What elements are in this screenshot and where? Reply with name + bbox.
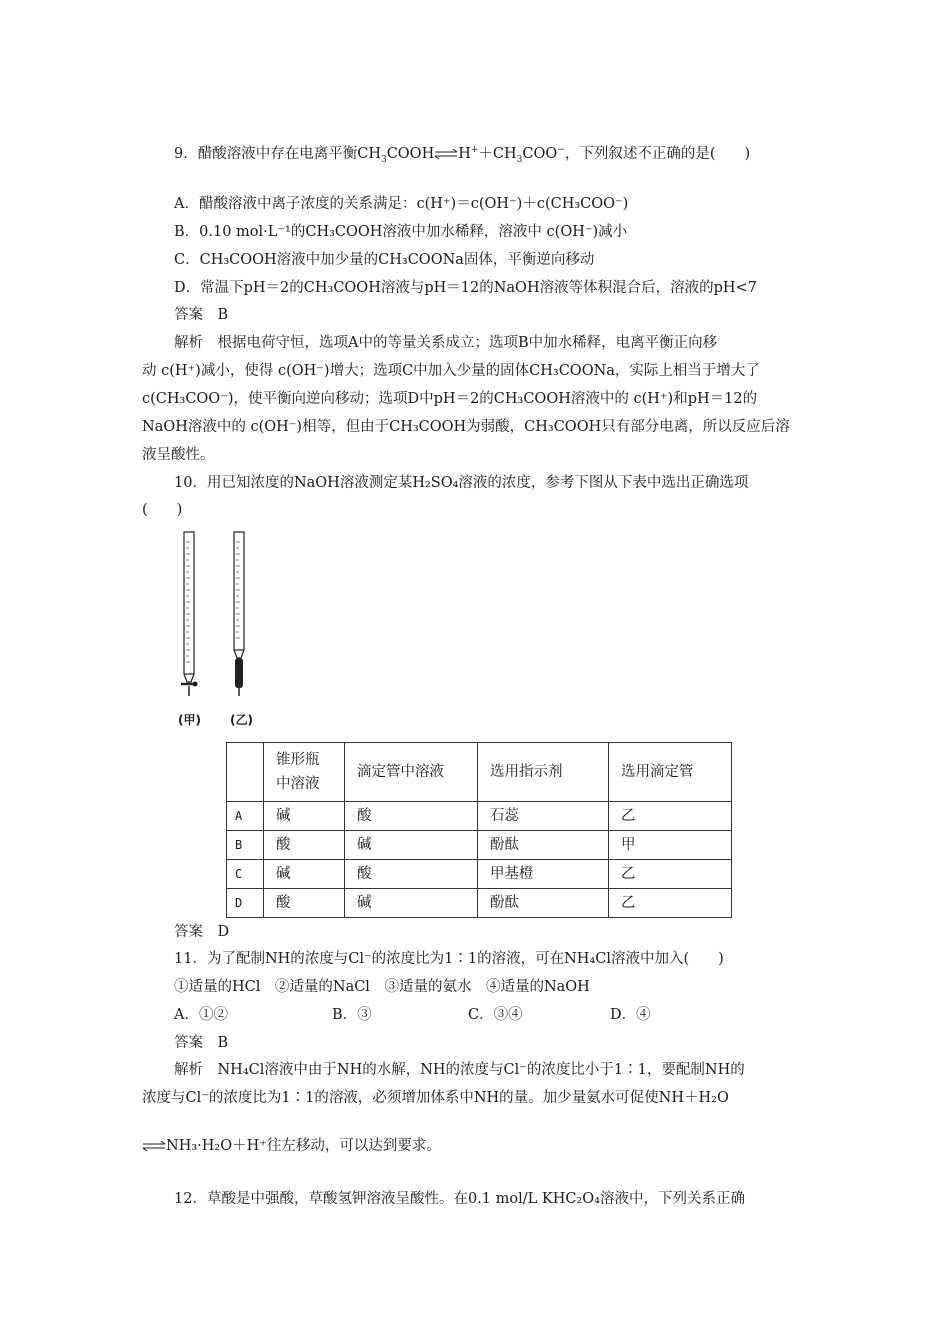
burette-figure	[172, 528, 272, 708]
table-row	[227, 889, 732, 918]
sub-3: 3	[516, 154, 523, 165]
burette-yi-icon	[234, 532, 244, 696]
q9-analysis-line: NaOH溶液中的 c(OH⁻)相等，但由于CH₃COOH为弱酸，CH₃COOH只有部分电离，所以反应后溶	[142, 419, 790, 435]
table-cell: 乙	[609, 889, 732, 918]
table-header-cell: 滴定管中溶液	[345, 743, 478, 802]
table-cell: C	[227, 860, 264, 889]
q11-analysis-text: NH₃·H₂O＋H⁺往左移动，可以达到要求。	[166, 1138, 441, 1154]
q9-answer: 答案 B	[174, 307, 229, 323]
table-cell: 酚酞	[478, 889, 609, 918]
table-cell: B	[227, 831, 264, 860]
q10-stem-paren: ( )	[142, 502, 183, 518]
burette-jia-icon	[181, 532, 198, 696]
q11-analysis-line: 解析 NH₄Cl溶液中由于NH的水解，NH的浓度与Cl⁻的浓度比小于1∶1，要配制NH的	[174, 1062, 745, 1078]
table-cell: D	[227, 889, 264, 918]
table-cell: 碱	[345, 831, 478, 860]
q9-stem	[174, 144, 750, 164]
q11-option-a: A．①②	[174, 1007, 228, 1023]
table-row	[227, 860, 732, 889]
q9-option-b: B．0.10 mol·L⁻¹的CH₃COOH溶液中加水稀释，溶液中 c(OH⁻)减小	[174, 224, 628, 240]
q12-stem: 12．草酸是中强酸，草酸氢钾溶液呈酸性。在0.1 mol/L KHC₂O₄溶液中，下列关系正确	[174, 1191, 745, 1207]
table-row	[227, 802, 732, 831]
table-header-cell: 选用指示剂	[478, 743, 609, 802]
q9-analysis-line: 解析 根据电荷守恒，选项A中的等量关系成立；选项B中加水稀释，电离平衡正向移	[174, 335, 718, 351]
table-cell: 碱	[264, 802, 345, 831]
q11-option-c: C．③④	[468, 1007, 523, 1023]
table-cell: 酸	[264, 831, 345, 860]
table-header-cell: 选用滴定管	[609, 743, 732, 802]
table-cell: 乙	[609, 860, 732, 889]
table-cell: 石蕊	[478, 802, 609, 831]
q11-stem: 11．为了配制NH的浓度与Cl⁻的浓度比为1∶1的溶液，可在NH₄Cl溶液中加入( )	[174, 951, 724, 967]
table-cell: 酚酞	[478, 831, 609, 860]
table-header-cell: 锥形瓶中溶液	[264, 743, 345, 802]
table-cell: 酸	[264, 889, 345, 918]
q9-analysis-line: 动 c(H⁺)减小，使得 c(OH⁻)增大；选项C中加入少量的固体CH₃COONa，实际上相当于增大了	[142, 363, 760, 379]
q11-option-b: B．③	[332, 1007, 372, 1023]
q10-answer: 答案 D	[174, 924, 230, 940]
equilibrium-arrow-icon	[142, 1140, 166, 1152]
q9-stem-part: COO	[522, 146, 558, 162]
table-cell: 甲	[609, 831, 732, 860]
q9-analysis-line: c(CH₃COO⁻)，使平衡向逆向移动；选项D中pH＝2的CH₃COOH溶液中的 c(H⁺)和pH＝12的	[142, 391, 758, 407]
table-row	[227, 831, 732, 860]
q9-stem-part: ，下列叙述不正确的是( )	[564, 146, 751, 162]
table-cell: 甲基橙	[478, 860, 609, 889]
q10-table	[226, 742, 732, 918]
q9-option-c: C．CH₃COOH溶液中加少量的CH₃COONa固体，平衡逆向移动	[174, 252, 595, 268]
table-header-row	[227, 743, 732, 802]
q9-analysis-line: 液呈酸性。	[142, 447, 215, 463]
table-cell: A	[227, 802, 264, 831]
equilibrium-arrow-icon	[434, 148, 458, 160]
q11-analysis-line	[142, 1136, 441, 1156]
burette-yi-label: (乙)	[230, 713, 253, 727]
sup-plus: +	[470, 145, 479, 156]
table-cell: 酸	[345, 860, 478, 889]
sup-minus: −	[557, 145, 565, 156]
q9-stem-part: H	[458, 146, 471, 162]
q9-stem-part: ＋CH	[478, 146, 517, 162]
table-header-cell	[227, 743, 264, 802]
table-cell: 碱	[264, 860, 345, 889]
q9-option-d: D．常温下pH＝2的CH₃COOH溶液与pH＝12的NaOH溶液等体积混合后，溶液的pH<7	[174, 280, 757, 296]
q11-options	[174, 1005, 651, 1025]
burette-jia-label: (甲)	[178, 713, 201, 727]
table-cell: 酸	[345, 802, 478, 831]
q11-analysis-line: 浓度与Cl⁻的浓度比为1∶1的溶液，必须增加体系中NH的量。加少量氨水可促使NH＋H₂O	[142, 1090, 729, 1106]
q9-option-a: A．醋酸溶液中离子浓度的关系满足：c(H⁺)＝c(OH⁻)＋c(CH₃COO⁻)	[174, 196, 629, 212]
q11-option-d: D．④	[610, 1007, 651, 1023]
q10-stem: 10．用已知浓度的NaOH溶液测定某H₂SO₄溶液的浓度，参考下图从下表中选出正确选项	[174, 475, 749, 491]
sub-3: 3	[380, 154, 387, 165]
q9-stem-part: 9．醋酸溶液中存在电离平衡CH	[174, 146, 381, 162]
q11-answer: 答案 B	[174, 1035, 229, 1051]
table-cell: 碱	[345, 889, 478, 918]
q9-stem-part: COOH	[386, 146, 435, 162]
table-cell: 乙	[609, 802, 732, 831]
q11-items: ①适量的HCl ②适量的NaCl ③适量的氨水 ④适量的NaOH	[174, 979, 590, 995]
